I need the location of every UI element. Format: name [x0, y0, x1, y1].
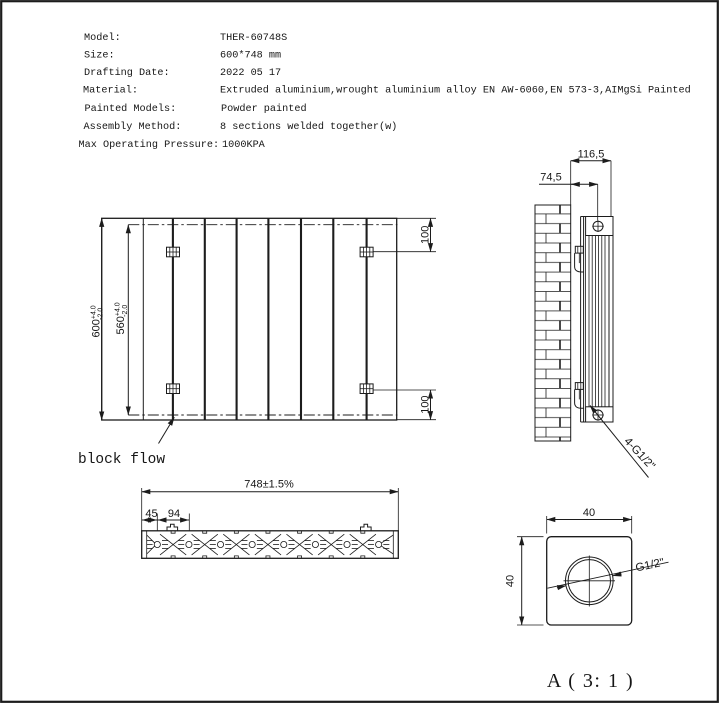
svg-text:94: 94: [167, 508, 181, 520]
svg-text:45: 45: [145, 508, 158, 520]
wall-bracket-bottom: [575, 383, 584, 409]
wall-bracket-top: [575, 246, 584, 272]
spec-value: 1000KPA: [222, 139, 265, 151]
svg-text:100: 100: [419, 225, 432, 244]
svg-text:40: 40: [504, 574, 517, 588]
spec-label: Max Operating Pressure:: [78, 139, 220, 151]
svg-text:40: 40: [582, 506, 596, 519]
mounting-brackets: [167, 247, 374, 393]
detail-view-a: [505, 507, 669, 692]
dim-116-5: [571, 149, 611, 217]
bottom-view: [142, 479, 399, 559]
svg-text:116,5: 116,5: [577, 148, 605, 161]
dim-600: $600^{+4.0}-2.0$: [90, 305, 105, 338]
svg-text:G1/2": G1/2": [634, 556, 666, 575]
dim-40-width: [547, 507, 632, 534]
connections-label: 4-G1/2": [621, 435, 657, 473]
block-flow-label: block flow: [78, 452, 166, 468]
spec-value: 600*748 mm: [220, 50, 282, 62]
spec-value: THER-60748S: [220, 33, 288, 44]
spec-label: Painted Models:: [84, 103, 177, 115]
spec-label: Drafting Date:: [84, 67, 170, 79]
detail-title: A ( 3: 1 ): [546, 670, 635, 692]
radiator-side-profile: [581, 217, 613, 423]
spec-label: Material:: [83, 85, 139, 97]
spec-value: Powder painted: [221, 103, 307, 115]
spec-label: Size:: [84, 50, 115, 62]
spec-value: Extruded aluminium,wrought aluminium alloy EN AW-6060,EN 573-3,AIMgSi Painted: [220, 85, 691, 97]
connector-tab-right: [361, 524, 372, 531]
extrusion-profile: [142, 524, 399, 558]
connector-tab-left: [167, 524, 178, 531]
spec-value: 2022 05 17: [220, 67, 282, 79]
svg-text:748±1.5%: 748±1.5%: [244, 478, 294, 491]
wall-section: [535, 205, 571, 441]
dim-560: $560^{+4.0}-2.0$: [114, 302, 129, 335]
svg-text:74,5: 74,5: [540, 171, 562, 184]
side-view: [535, 149, 657, 478]
connections-leader: [590, 406, 649, 478]
dim-45-94: [142, 508, 190, 531]
svg-text:100: 100: [419, 395, 432, 414]
side-fins: [586, 236, 613, 407]
dim-748: [142, 479, 399, 531]
block-flow-leader: [159, 417, 175, 443]
dim-40-height: [505, 537, 544, 625]
front-view: [78, 218, 436, 468]
radiator-outline: [102, 218, 397, 420]
spec-label: Model:: [84, 33, 121, 44]
center-marks: [564, 556, 616, 607]
spec-label: Assembly Method:: [83, 121, 182, 133]
dim-100-top: [373, 218, 436, 251]
spec-table: [79, 32, 691, 151]
spec-value: 8 sections welded together(w): [220, 121, 398, 133]
section-lines: [173, 218, 367, 420]
